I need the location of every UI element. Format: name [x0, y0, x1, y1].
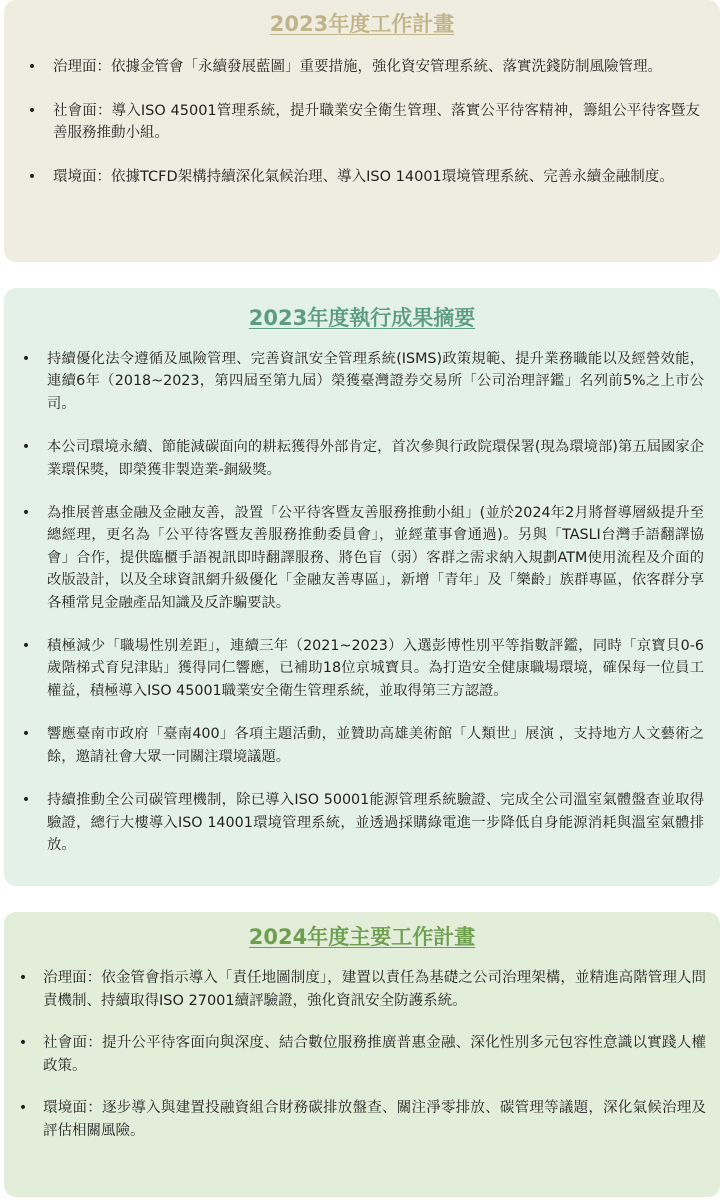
list-item-text: 本公司環境永續、節能減碳面向的耕耘獲得外部肯定，首次參與行政院環保署(現為環境部)第五屆國家企業環保獎，即榮獲非製造業-銅級獎。 — [47, 439, 704, 478]
bullet-icon: • — [18, 1100, 28, 1116]
section-title: 2023年度執行成果摘要 — [248, 306, 476, 330]
bullet-icon: • — [21, 351, 31, 367]
list-item — [4, 56, 720, 78]
list-item — [4, 1097, 720, 1143]
section-2023-work-plan — [4, 0, 720, 262]
bullet-icon: • — [27, 59, 37, 75]
list-item — [4, 1032, 720, 1078]
bullet-icon: • — [21, 638, 31, 655]
list-item-text: 持續推動全公司碳管理機制，除已導入ISO 50001能源管理系統驗證、完成全公司溫室氣體盤查並取得驗證，總行大樓導入ISO 14001環境管理系統，並透過採購綠電進一步降低自身能源消耗與溫室氣體排放。 — [47, 792, 704, 853]
bullet-icon: • — [18, 1035, 28, 1051]
bullet-icon: • — [21, 439, 31, 456]
list-item — [4, 635, 720, 702]
bullet-icon: • — [21, 792, 31, 809]
bullet-icon: • — [27, 169, 37, 185]
list-item-text: 環境面：依據TCFD架構持續深化氣候治理、導入ISO 14001環境管理系統、完善永續金融制度。 — [53, 169, 674, 185]
list-item — [4, 967, 720, 1013]
list-item-text: 社會面：提升公平待客面向與深度、結合數位服務推廣普惠金融、深化性別多元包容性意識以實踐人權政策。 — [43, 1035, 706, 1074]
bullet-list — [4, 56, 720, 188]
section-title: 2024年度主要工作計畫 — [248, 925, 476, 949]
list-item-text: 響應臺南市政府「臺南400」各項主題活動，並贊助高雄美術館「人類世」展演 ，支持地方人文藝術之餘，邀請社會大眾一同關注環境議題。 — [47, 726, 704, 765]
bullet-icon: • — [27, 103, 37, 119]
section-title: 2023年度工作計畫 — [269, 12, 455, 36]
list-item — [4, 502, 720, 614]
bullet-icon: • — [21, 726, 31, 743]
list-item-text: 治理面：依據金管會「永續發展藍圖」重要措施，強化資安管理系統、落實洗錢防制風險管理。 — [53, 59, 662, 75]
section-2023-results-summary — [4, 288, 720, 886]
bullet-icon: • — [18, 970, 28, 986]
list-item-text: 為推展普惠金融及金融友善，設置「公平待客暨友善服務推動小組」(並於2024年2月將督導層級提升至總經理，更名為「公平待客暨友善服務推動委員會」，並經董事會通過)。另與「TASLI台灣手語翻譯協會」合作，提供臨櫃手語視訊即時翻譯服務、將色盲（弱）客群之需求納入規劃ATM使用流程及介面的改版設計，以及全球資訊網升級優化「金融友善專區」，新增「青年」及「樂齡」族群專區，依客群分享各種常見金融產品知識及反詐騙要訣。 — [47, 505, 704, 611]
list-item — [4, 723, 720, 768]
list-item-text: 積極減少「職場性別差距」，連續三年（2021~2023）入選彭博性別平等指數評鑑，同時「京寶貝0-6歲階梯式育兒津貼」獲得同仁響應，已補助18位京城寶貝。為打造安全健康職場環境，確保每一位員工權益，積極導入ISO 45001職業安全衛生管理系統，並取得第三方認證。 — [47, 638, 704, 699]
list-item-text: 環境面：逐步導入與建置投融資組合財務碳排放盤查、關注淨零排放、碳管理等議題，深化氣候治理及評估相關風險。 — [43, 1100, 706, 1139]
list-item — [4, 348, 720, 415]
list-item — [4, 789, 720, 856]
list-item — [4, 166, 720, 188]
list-item-text: 持續優化法令遵循及風險管理、完善資訊安全管理系統(ISMS)政策規範、提升業務職能以及經營效能，連續6年（2018~2023，第四屆至第九屆）榮獲臺灣證券交易所「公司治理評鑑」名列前5%之上市公司。 — [47, 351, 704, 412]
list-item-text: 治理面：依金管會指示導入「責任地圖制度」，建置以責任為基礎之公司治理架構，並精進高階管理人問責機制、持續取得ISO 27001續評驗證，強化資訊安全防護系統。 — [43, 970, 706, 1009]
bullet-list — [4, 348, 720, 856]
bullet-list — [4, 967, 720, 1143]
list-item — [4, 436, 720, 481]
bullet-icon: • — [21, 505, 31, 522]
list-item-text: 社會面：導入ISO 45001管理系統，提升職業安全衛生管理、落實公平待客精神，籌組公平待客暨友善服務推動小組。 — [53, 103, 700, 141]
list-item — [4, 100, 720, 144]
section-2024-main-work-plan — [4, 912, 720, 1197]
